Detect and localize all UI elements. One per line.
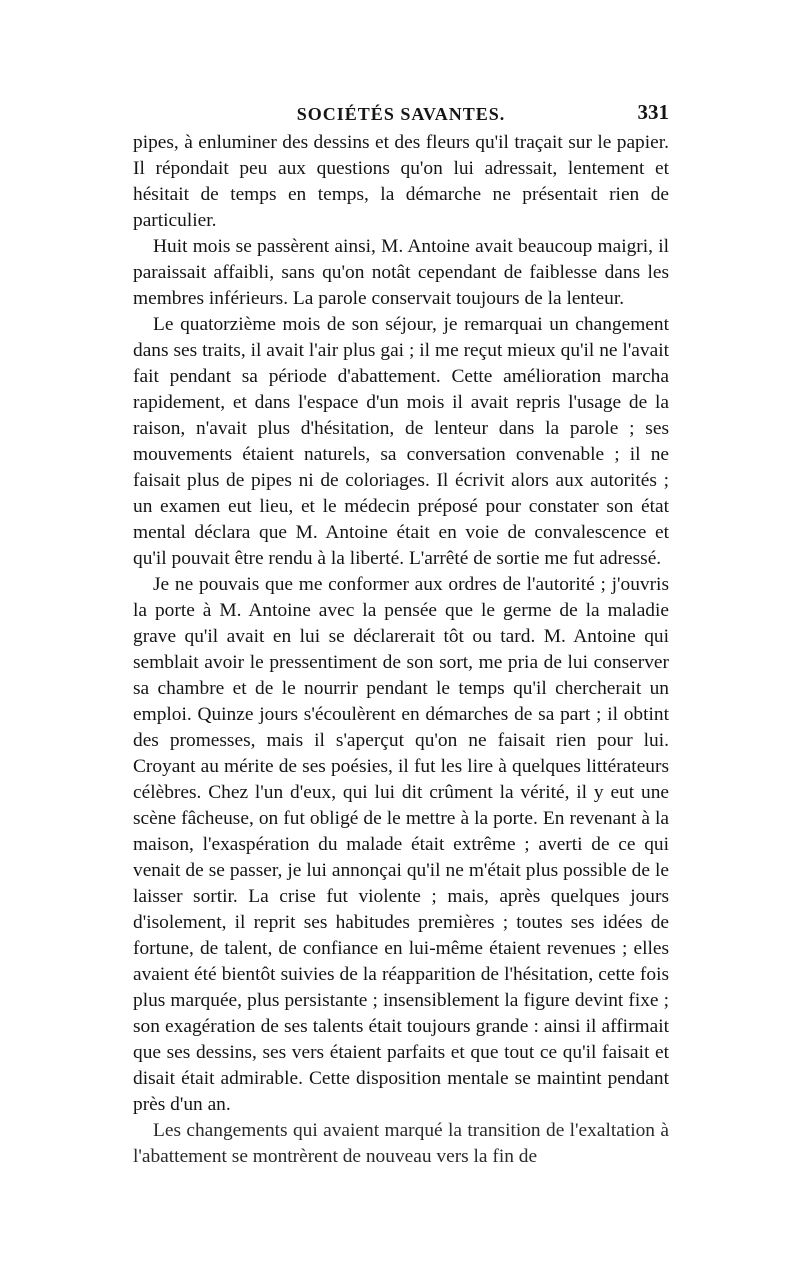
page-number: 331 <box>637 100 669 124</box>
body-text <box>133 130 669 1170</box>
paragraph-last: Les changements qui avaient marqué la transition de l'exaltation à l'abattement se montrèrent de nouveau vers la fin de <box>133 1120 669 1167</box>
book-page <box>133 96 669 1196</box>
running-head <box>133 96 669 130</box>
paragraph: Huit mois se passèrent ainsi, M. Antoine avait beaucoup maigri, il paraissait affaibli, sans qu'on notât cependant de faiblesse dans les membres inférieurs. La parole conservait toujours de la lenteur. <box>133 236 669 309</box>
paragraph-continuation: pipes, à enluminer des dessins et des fleurs qu'il traçait sur le papier. Il répondait peu aux questions qu'on lui adressait, lentement et hésitait de temps en temps, la démarche ne présentait rien de particulier. <box>133 132 669 231</box>
running-title: SOCIÉTÉS SAVANTES. <box>296 104 506 124</box>
paragraph: Je ne pouvais que me conformer aux ordres de l'autorité ; j'ouvris la porte à M. Antoine avec la pensée que le germe de la maladie grave qu'il avait en lui se déclarerait tôt ou tard. M. Antoine qui semblait avoir le pressentiment de son sort, me pria de lui conserver sa chambre et de le nourrir pendant le temps qu'il chercherait un emploi. Quinze jours s'écoulèrent en démarches de sa part ; il obtint des promesses, mais il s'aperçut qu'on ne faisait rien pour lui. Croyant au mérite de ses poésies, il fut les lire à quelques littérateurs célèbres. Chez l'un d'eux, qui lui dit crûment la vérité, il y eut une scène fâcheuse, on fut obligé de le mettre à la porte. En revenant à la maison, l'exaspération du malade était extrême ; averti de ce qui venait de se passer, je lui annonçai qu'il ne m'était plus possible de le laisser sortir. La crise fut violente ; mais, après quelques jours d'isolement, il reprit ses habitudes premières ; toutes ses idées de fortune, de talent, de confiance en lui-même étaient revenues ; elles avaient été bientôt suivies de la réapparition de l'hésitation, cette fois plus marquée, plus persistante ; insensiblement la figure devint fixe ; son exagération de ses talents était toujours grande : ainsi il affirmait que ses dessins, ses vers étaient parfaits et que tout ce qu'il faisait et disait était admirable. Cette disposition mentale se maintint pendant près d'un an. <box>133 574 669 1115</box>
paragraph: Le quatorzième mois de son séjour, je remarquai un changement dans ses traits, il avait l'air plus gai ; il me reçut mieux qu'il ne l'avait fait pendant sa période d'abattement. Cette amélioration marcha rapidement, et dans l'espace d'un mois il avait repris l'usage de la raison, n'avait plus d'hésitation, de lenteur dans la parole ; ses mouvements étaient naturels, sa conversation convenable ; il ne faisait plus de pipes ni de coloriages. Il écrivit alors aux autorités ; un examen eut lieu, et le médecin préposé pour constater son état mental déclara que M. Antoine était en voie de convalescence et qu'il pouvait être rendu à la liberté. L'arrêté de sortie me fut adressé. <box>133 314 669 569</box>
